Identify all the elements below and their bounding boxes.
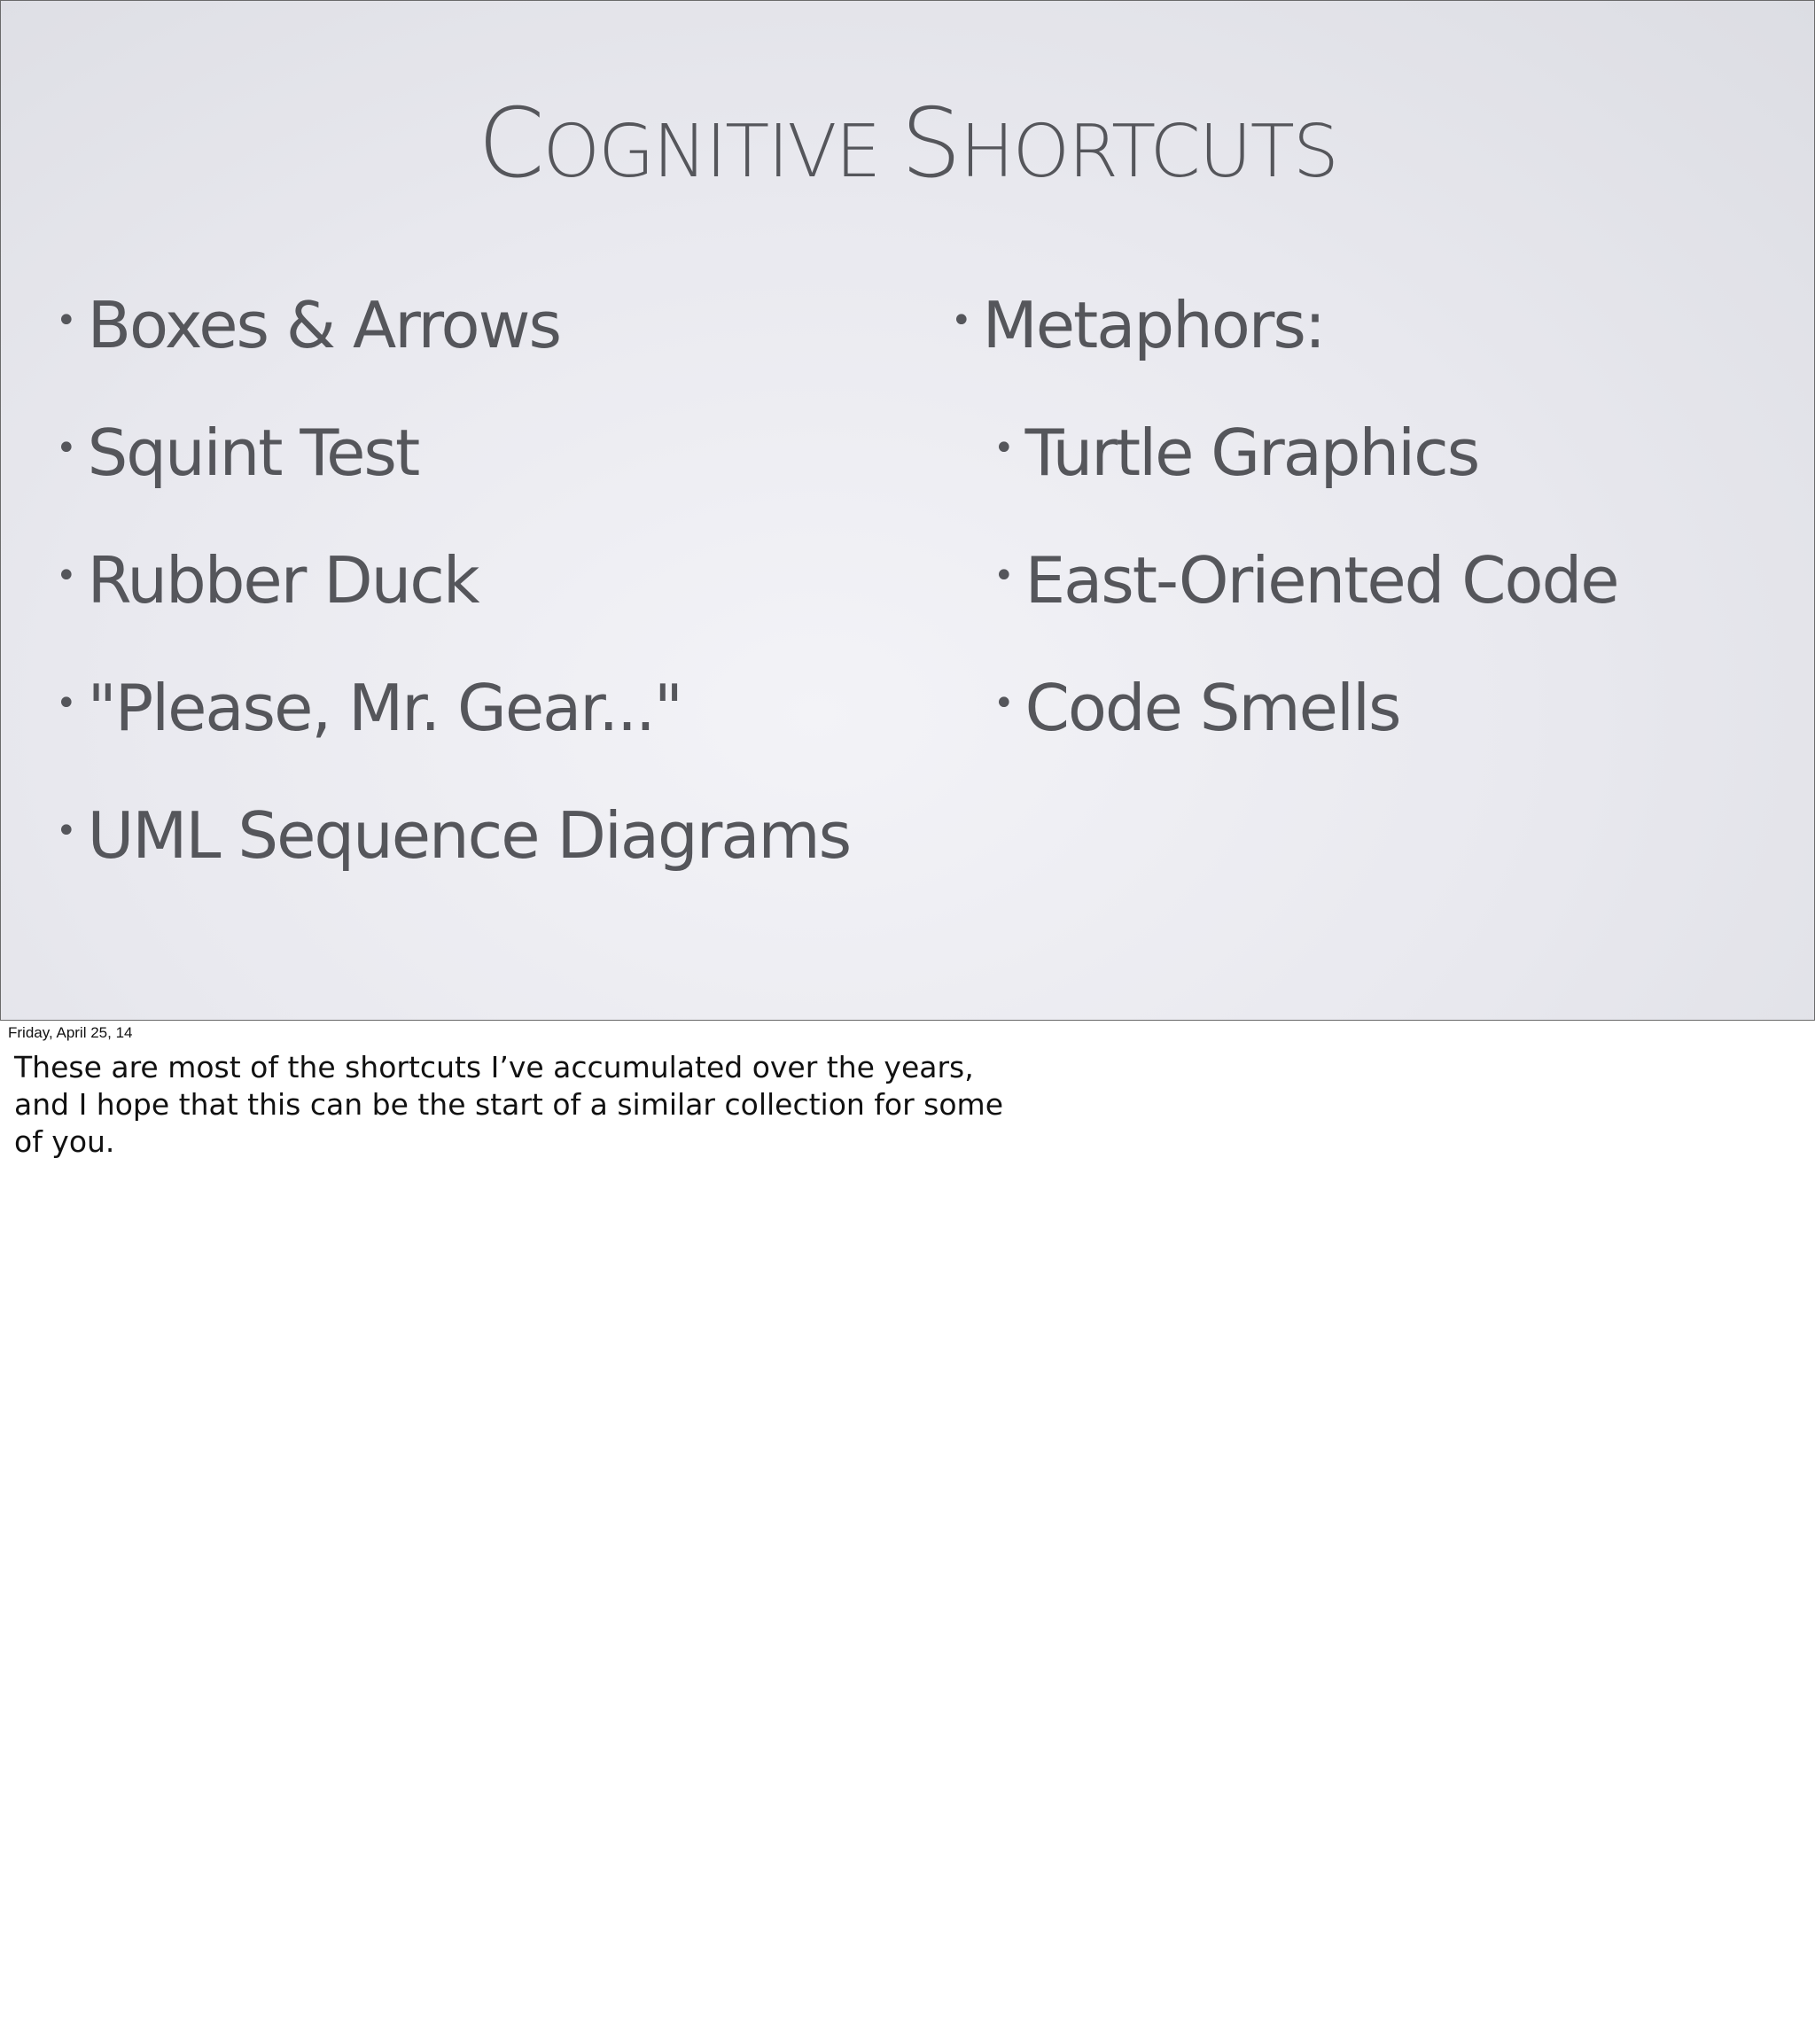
bullet-glyph: • bbox=[56, 300, 75, 342]
bullet-item bbox=[56, 798, 851, 873]
bullet-text: UML Sequence Diagrams bbox=[87, 798, 851, 873]
title-part: C bbox=[478, 89, 543, 199]
bullet-item bbox=[56, 288, 561, 362]
bullet-glyph: • bbox=[993, 556, 1013, 597]
bullet-text: Code Smells bbox=[1024, 671, 1400, 745]
bullet-item bbox=[56, 543, 479, 618]
speaker-notes: These are most of the shortcuts I’ve accumulated over the years, and I hope that this can be the start of a similar collection for some of you. bbox=[14, 1050, 1004, 1159]
bullet-text: Turtle Graphics bbox=[1024, 416, 1479, 490]
bullet-text: "Please, Mr. Gear..." bbox=[87, 671, 682, 745]
bullet-item-heading bbox=[951, 288, 1325, 362]
bullet-text: Boxes & Arrows bbox=[87, 288, 561, 362]
bullet-text: Metaphors: bbox=[982, 288, 1325, 362]
bullet-glyph: • bbox=[56, 556, 75, 597]
bullet-glyph: • bbox=[56, 683, 75, 725]
sub-bullet-item bbox=[993, 671, 1400, 745]
title-part: OGNITIVE bbox=[542, 110, 901, 194]
bullet-item bbox=[56, 416, 419, 490]
bullet-glyph: • bbox=[951, 300, 970, 342]
bullet-item bbox=[56, 671, 682, 745]
sub-bullet-item bbox=[993, 543, 1618, 618]
title-part: HORTCUTS bbox=[959, 110, 1337, 194]
slide bbox=[0, 0, 1815, 1021]
bullet-glyph: • bbox=[56, 428, 75, 470]
notes-date: Friday, April 25, 14 bbox=[8, 1024, 133, 1041]
bullet-glyph: • bbox=[993, 683, 1013, 725]
sub-bullet-item bbox=[993, 416, 1479, 490]
bullet-glyph: • bbox=[993, 428, 1013, 470]
bullet-text: Squint Test bbox=[87, 416, 419, 490]
bullet-text: Rubber Duck bbox=[87, 543, 479, 618]
bullet-glyph: • bbox=[56, 811, 75, 852]
bullet-text: East-Oriented Code bbox=[1024, 543, 1618, 618]
slide-title bbox=[1, 89, 1814, 199]
title-part: S bbox=[900, 89, 960, 199]
